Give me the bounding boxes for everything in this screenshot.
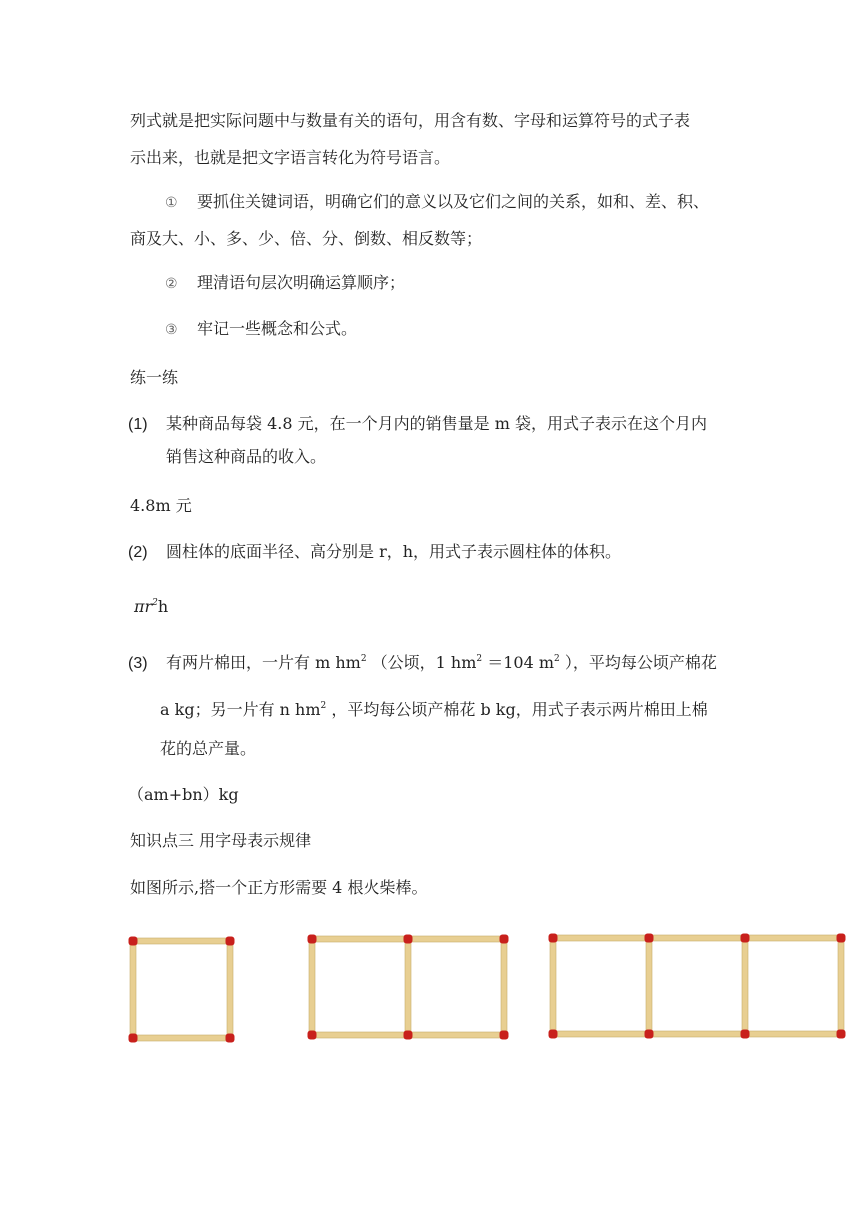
question-1-continued: 销售这种商品的收入。: [166, 447, 327, 466]
intro-line-1: 列式就是把实际问题中与数量有关的语句，用含有数、字母和运算符号的式子表: [130, 111, 691, 130]
matchstick: [742, 938, 748, 1034]
match-head: [645, 1030, 654, 1039]
matchstick: [745, 935, 841, 941]
question-text: 某种商品每袋 4.8 元，在一个月内的销售量是 m 袋，用式子表示在这个月内: [166, 414, 707, 433]
tip-marker: ①: [165, 195, 178, 211]
matchstick: [646, 938, 652, 1034]
match-head: [645, 934, 654, 943]
matchstick-squares-3: [549, 934, 846, 1039]
q3-sup-1: 2: [360, 654, 367, 664]
matchstick-figure: [0, 920, 860, 1060]
question-1: [128, 413, 707, 436]
tip-text: 要抓住关键词语，明确它们的意义以及它们之间的关系，如和、差、积、: [197, 192, 710, 211]
matchstick: [408, 1032, 504, 1038]
question-text: 圆柱体的底面半径、高分别是 r，h，用式子表示圆柱体的体积。: [166, 542, 622, 561]
tip-3: [165, 318, 357, 341]
match-head: [404, 935, 413, 944]
q3-text-c: ＝104 m: [487, 653, 555, 672]
matchstick: [405, 939, 411, 1035]
matchstick: [838, 938, 844, 1034]
match-head: [741, 1030, 750, 1039]
match-head: [129, 1034, 138, 1043]
matchstick: [649, 935, 745, 941]
match-head: [500, 935, 509, 944]
answer-2-tail: h: [157, 597, 169, 616]
answer-2-exponent: 2: [152, 598, 158, 608]
matchstick: [408, 936, 504, 942]
matchstick: [553, 1031, 649, 1037]
match-head: [404, 1031, 413, 1040]
question-3: [128, 652, 717, 675]
matchstick: [501, 939, 507, 1035]
match-head: [549, 934, 558, 943]
question-3-line-2: [160, 699, 708, 721]
match-head: [837, 934, 846, 943]
match-head: [308, 935, 317, 944]
match-head: [308, 1031, 317, 1040]
matchstick: [227, 941, 233, 1038]
question-3-line-3: 花的总产量。: [160, 739, 257, 758]
practice-heading: 练一练: [130, 368, 179, 387]
question-2: [128, 541, 621, 564]
matchstick: [133, 938, 230, 944]
tip-marker: ③: [165, 322, 178, 338]
match-head: [500, 1031, 509, 1040]
matchstick: [133, 1035, 230, 1041]
matchstick-squares-2: [308, 935, 509, 1040]
q3-text-d: ），平均每公顷产棉花: [559, 653, 717, 672]
tip-2: [165, 272, 405, 295]
tip-1: [165, 191, 709, 214]
matchstick: [550, 938, 556, 1034]
matchstick: [649, 1031, 745, 1037]
match-head: [226, 937, 235, 946]
q3-sup-3: 2: [554, 654, 560, 664]
q3-text-a: 有两片棉田，一片有 m hm: [166, 653, 361, 672]
answer-3: （am+bn）kg: [128, 785, 239, 804]
matchstick: [130, 941, 136, 1038]
matchstick: [553, 935, 649, 941]
match-head: [549, 1030, 558, 1039]
question-number: (3): [128, 655, 148, 672]
answer-2-base: πr: [134, 597, 153, 616]
q3-text-e: a kg；另一片有 n hm: [160, 700, 321, 719]
answer-2: [134, 596, 168, 618]
question-number: (1): [128, 416, 148, 433]
section-3-heading: 知识点三 用字母表示规律: [130, 831, 312, 850]
matchstick: [312, 936, 408, 942]
matchstick: [312, 1032, 408, 1038]
match-head: [837, 1030, 846, 1039]
q3-sup-2: 2: [476, 654, 483, 664]
answer-1: 4.8m 元: [130, 496, 192, 515]
q3-sup-4: 2: [320, 701, 327, 711]
tip-text: 理清语句层次明确运算顺序；: [197, 273, 406, 292]
tip-1-continued: 商及大、小、多、少、倍、分、倒数、相反数等；: [130, 229, 483, 248]
match-head: [226, 1034, 235, 1043]
q3-text-b: （公顷，1 hm: [371, 653, 477, 672]
matchstick: [309, 939, 315, 1035]
tip-marker: ②: [165, 276, 178, 292]
tip-text: 牢记一些概念和公式。: [197, 319, 358, 338]
question-number: (2): [128, 544, 148, 561]
intro-line-2: 示出来，也就是把文字语言转化为符号语言。: [130, 148, 451, 167]
matchstick-intro: 如图所示,搭一个正方形需要 4 根火柴棒。: [130, 878, 428, 897]
matchstick-square-1: [129, 937, 235, 1043]
matchstick: [745, 1031, 841, 1037]
match-head: [129, 937, 138, 946]
q3-text-f: ，平均每公顷产棉花 b kg，用式子表示两片棉田上棉: [326, 700, 708, 719]
match-head: [741, 934, 750, 943]
